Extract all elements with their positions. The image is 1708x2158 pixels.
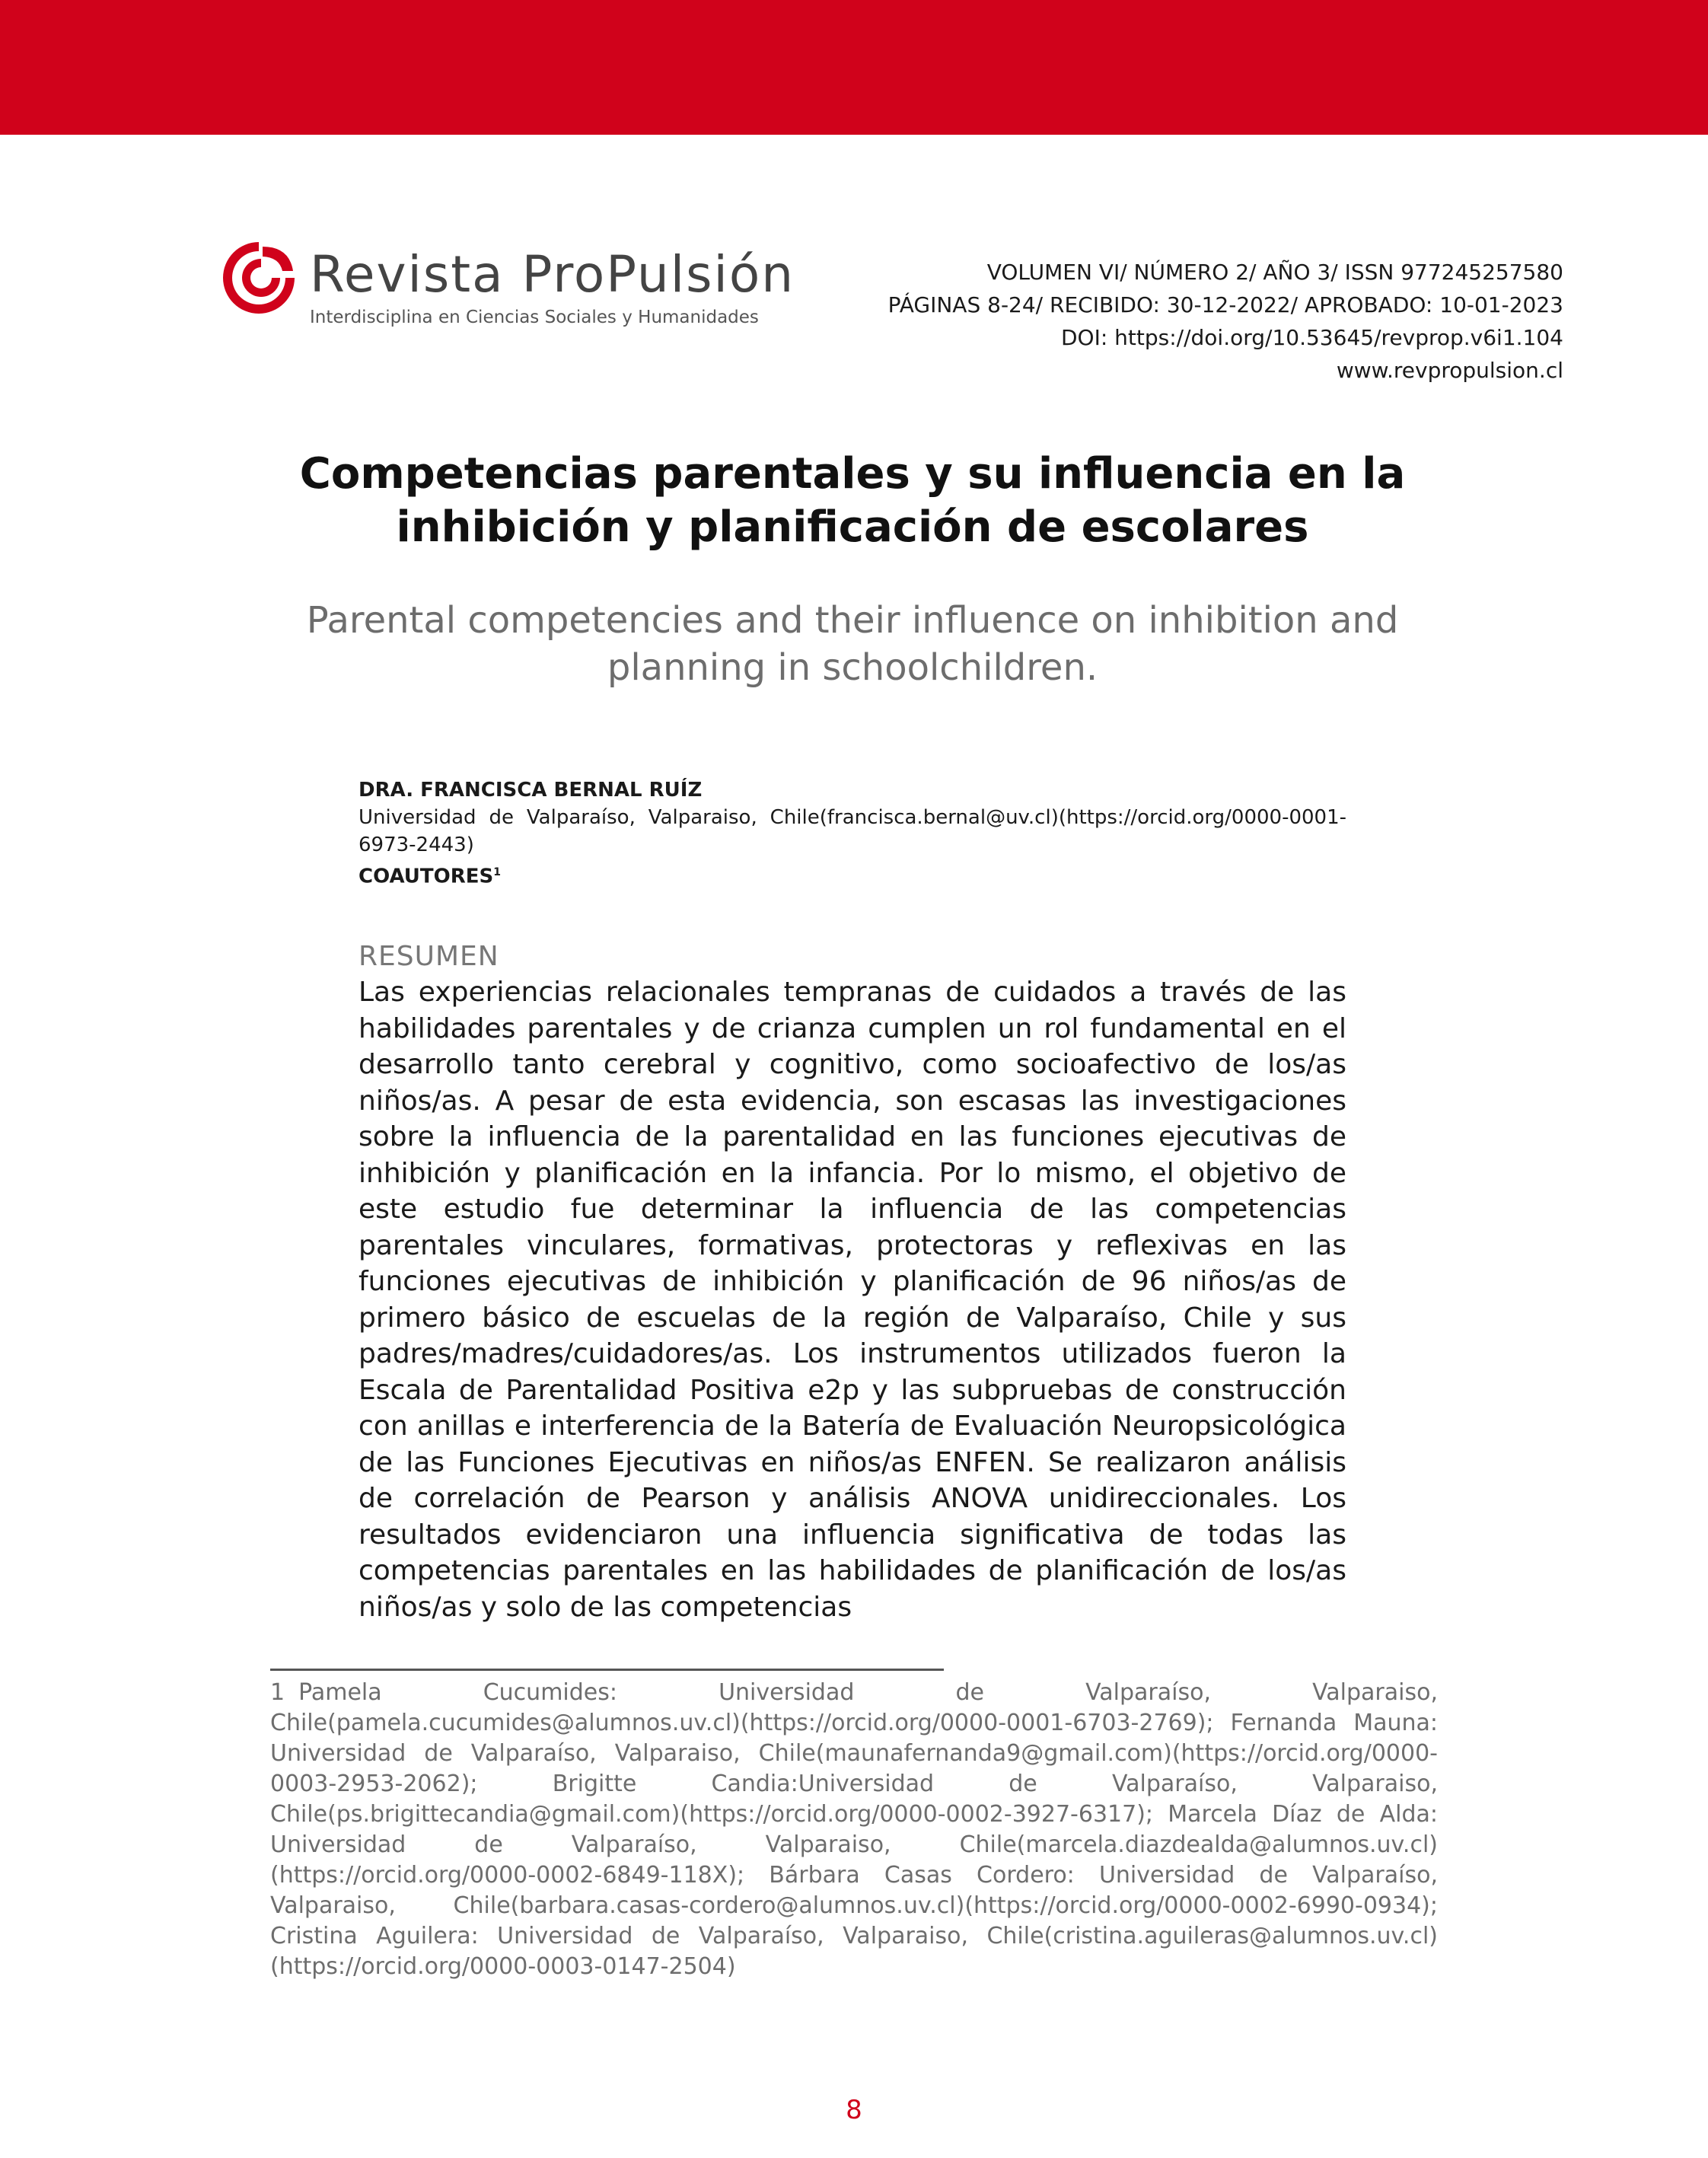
author-affiliation: Universidad de Valparaíso, Valparaiso, Chile(francisca.bernal@uv.cl)(https://orcid.org/0000-0001-6973-2443) <box>358 806 1346 856</box>
coauthors-label <box>358 859 1346 891</box>
journal-tagline: Interdisciplina en Ciencias Sociales y Humanidades <box>310 308 759 327</box>
title-line: Competencias parentales y su influencia en la <box>299 449 1406 499</box>
swirl-logo-icon <box>217 236 301 320</box>
subtitle-line: Parental competencies and their influence on inhibition and <box>306 599 1399 642</box>
footnote-divider <box>270 1669 944 1671</box>
issue-metadata <box>888 256 1563 387</box>
footnote-mark: 1 <box>493 866 502 878</box>
footnote-number: 1 <box>270 1679 285 1706</box>
title-line: inhibición y planificación de escolares <box>396 502 1309 552</box>
meta-pages-dates: PÁGINAS 8-24/ RECIBIDO: 30-12-2022/ APROBADO: 10-01-2023 <box>887 292 1563 317</box>
article-subtitle <box>228 597 1477 691</box>
top-brand-bar <box>0 0 1708 135</box>
subtitle-line: planning in schoolchildren. <box>607 646 1098 689</box>
article-title <box>228 448 1477 554</box>
author-name: DRA. FRANCISCA BERNAL RUÍZ <box>358 779 703 802</box>
abstract-text: Las experiencias relacionales tempranas de cuidados a través de las habilidades parentales y de crianza cumplen un rol fundamental en el desarrollo tanto cerebral y cognitivo, como socioafectivo de los/as niños/as. A pesar de esta evidencia, son escasas las investigaciones sobre la influencia de la parentalidad en las funciones ejecutivas de inhibición y planificación en la infancia. Por lo mismo, el objetivo de este estudio fue determinar la influencia de las competencias parentales vinculares, formativas, protectoras y reflexivas en las funciones ejecutivas de inhibición y planificación de 96 niños/as de primero básico de escuelas de la región de Valparaíso, Chile y sus padres/madres/cuidadores/as. Los instrumentos utilizados fueron la Escala de Parentalidad Positiva e2p y las subpruebas de construcción con anillas e interferencia de la Batería de Evaluación Neuropsicológica de las Funciones Ejecutivas en niños/as ENFEN. Se realizaron análisis de correlación de Pearson y análisis ANOVA unidireccionales. Los resultados evidenciaron una influencia significativa de todas las competencias parentales en las habilidades de planificación de los/as niños/as y solo de las competencias <box>358 977 1346 1623</box>
coauthors-text: COAUTORES <box>358 865 494 888</box>
meta-doi: DOI: https://doi.org/10.53645/revprop.v6i1.104 <box>1060 325 1563 350</box>
abstract-heading: RESUMEN <box>358 941 499 972</box>
meta-website: www.revpropulsion.cl <box>1336 358 1563 383</box>
journal-name: Revista ProPulsión <box>310 245 795 304</box>
author-block <box>358 776 1346 891</box>
page-number: 8 <box>846 2095 862 2125</box>
footnote <box>270 1678 1438 1982</box>
meta-volume: VOLUMEN VI/ NÚMERO 2/ AÑO 3/ ISSN 977245257580 <box>986 260 1563 285</box>
footnote-text: Pamela Cucumides: Universidad de Valparaíso, Valparaiso, Chile(pamela.cucumides@alumnos.uv.cl)(https://orcid.org/0000-0001-6703-2769); Fernanda Mauna: Universidad de Valparaíso, Valparaiso, Chile(maunafernanda9@gmail.com)(https://orcid.org/0000-0003-2953-2062); Brigitte Candia:Universidad de Valparaíso, Valparaiso, Chile(ps.brigittecandia@gmail.com)(https://orcid.org/0000-0002-3927-6317); Marcela Díaz de Alda: Universidad de Valparaíso, Valparaiso, Chile(marcela.diazdealda@alumnos.uv.cl)(https://orcid.org/0000-0002-6849-118X); Bárbara Casas Cordero: Universidad de Valparaíso, Valparaiso, Chile(barbara.casas-cordero@alumnos.uv.cl)(https://orcid.org/0000-0002-6990-0934); Cristina Aguilera: Universidad de Valparaíso, Valparaiso, Chile(cristina.aguileras@alumnos.uv.cl)(https://orcid.org/0000-0003-0147-2504) <box>270 1679 1438 1980</box>
journal-logo <box>217 236 811 335</box>
